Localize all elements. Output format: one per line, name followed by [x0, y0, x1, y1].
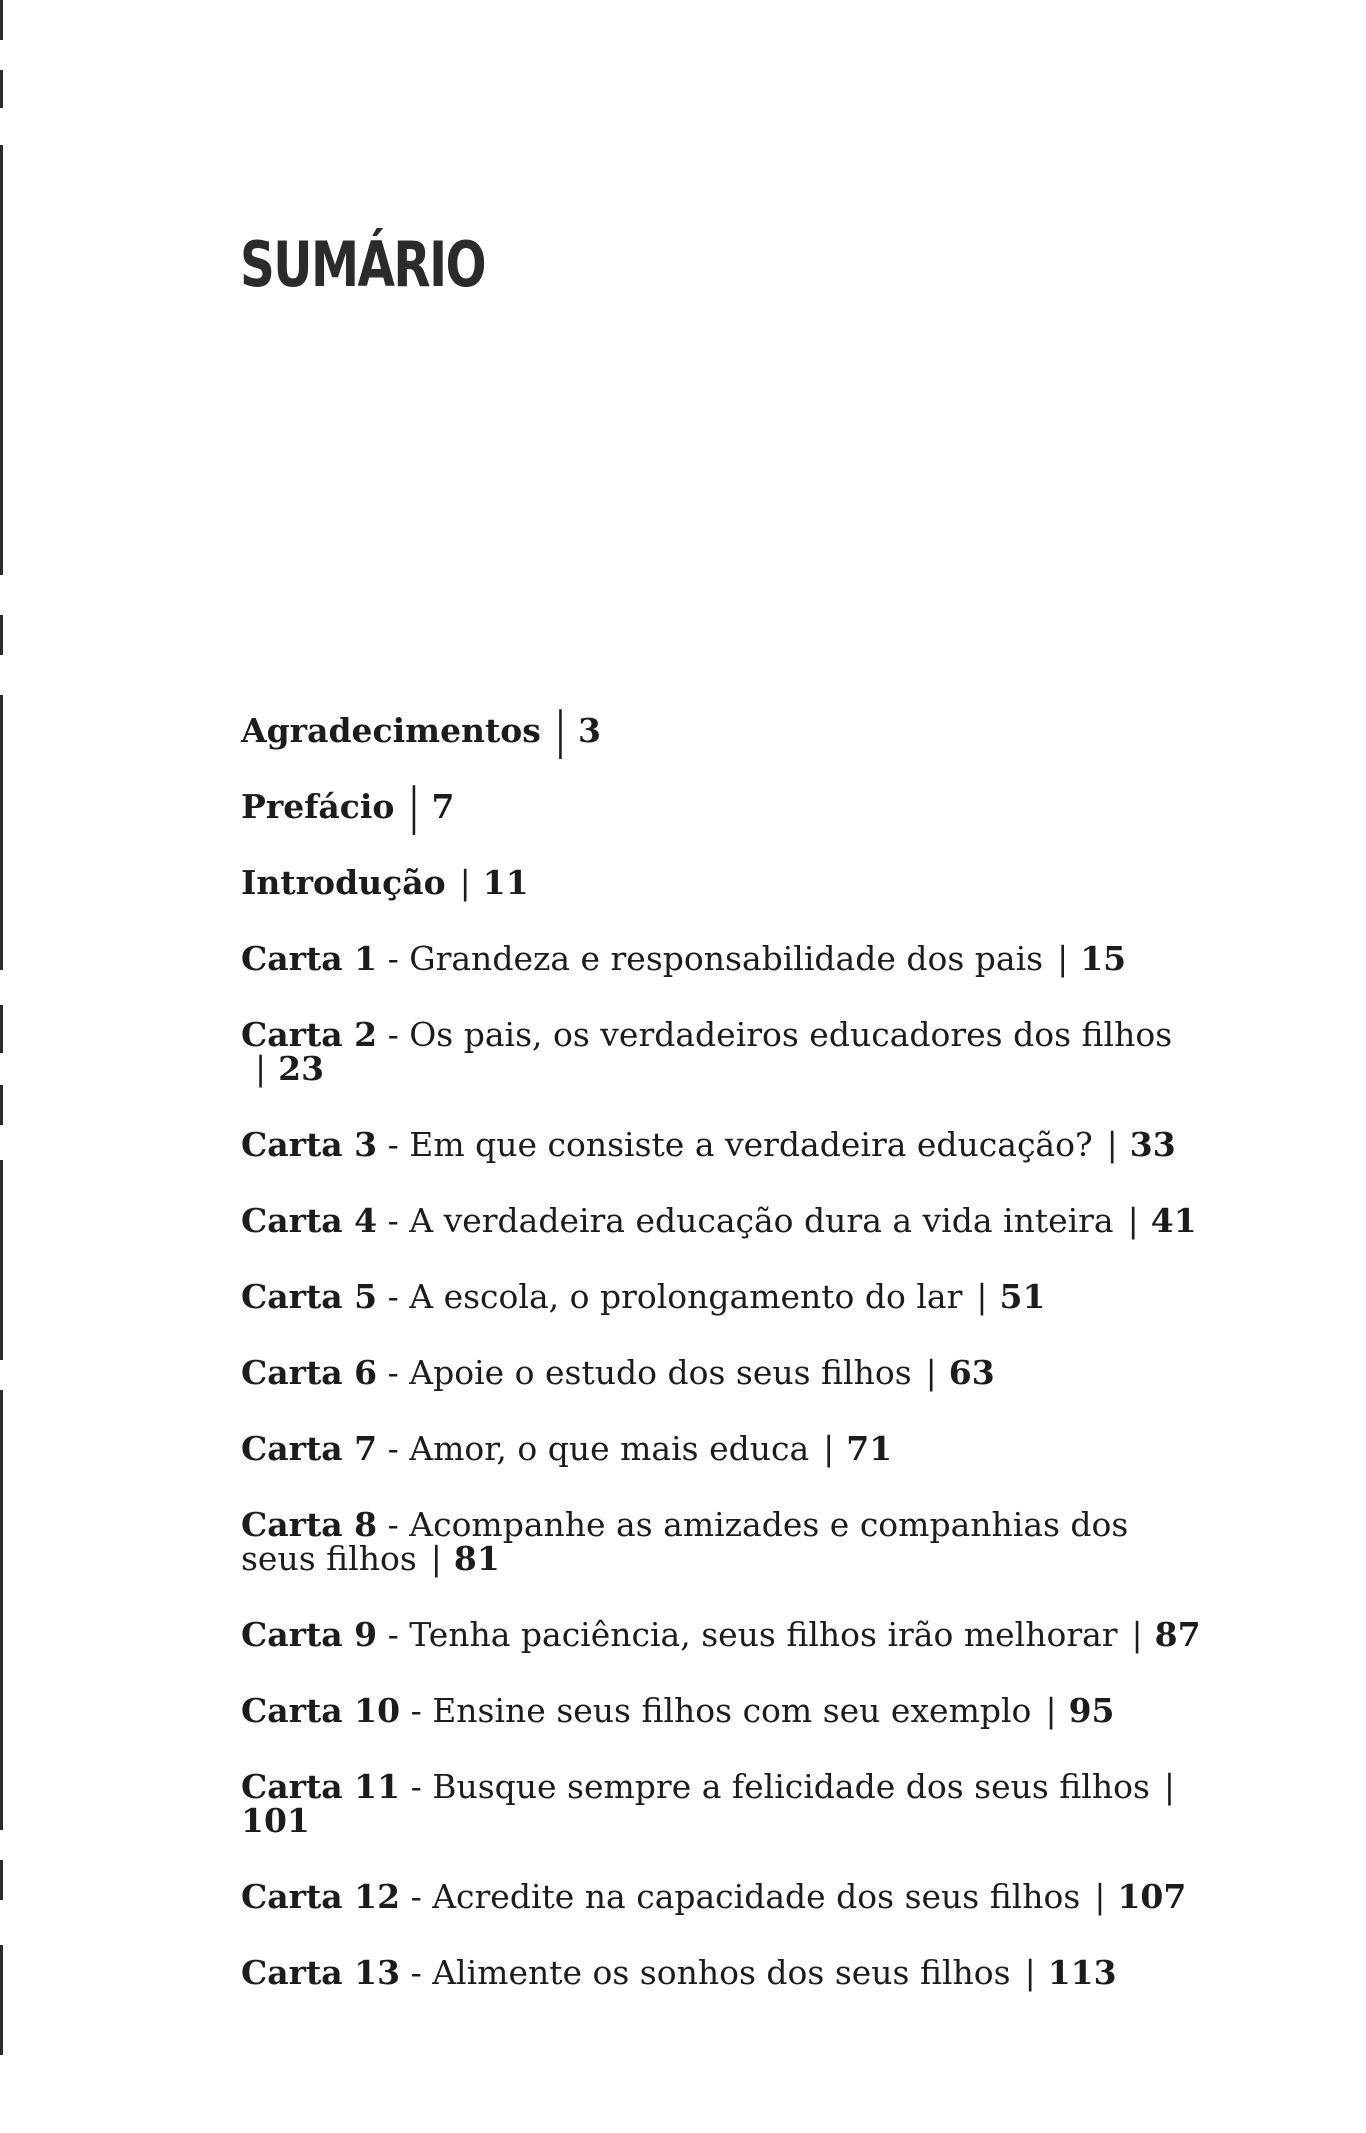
table-of-contents [241, 701, 1201, 2032]
toc-separator: | [823, 1429, 835, 1468]
toc-entry-description: Apoie o estudo dos seus filhos [409, 1353, 912, 1392]
toc-entry [241, 863, 1201, 902]
toc-separator: | [255, 1049, 267, 1088]
toc-entry [241, 1277, 1201, 1316]
toc-separator: | [408, 777, 420, 836]
edge-mark [0, 695, 3, 970]
edge-mark [0, 1005, 3, 1053]
toc-entry-label: Carta 2 [241, 1015, 378, 1054]
toc-entry [241, 1691, 1201, 1730]
toc-entry [241, 1015, 1201, 1088]
toc-page-number: 95 [1068, 1691, 1115, 1730]
toc-dash: - [400, 1877, 433, 1916]
toc-dash: - [377, 1015, 410, 1054]
edge-mark [0, 1160, 3, 1360]
toc-dash: - [377, 1201, 410, 1240]
edge-mark [0, 70, 3, 108]
toc-entry-label: Carta 13 [241, 1953, 401, 1992]
toc-separator: | [1127, 1201, 1139, 1240]
toc-entry [241, 1125, 1201, 1164]
binding-edge-marks [0, 0, 6, 2133]
toc-page-number: 51 [999, 1277, 1046, 1316]
edge-mark [0, 145, 3, 575]
toc-page-number: 15 [1080, 939, 1127, 978]
edge-mark [0, 1860, 3, 1900]
toc-entry-label: Prefácio [241, 787, 395, 826]
toc-entry [241, 939, 1201, 978]
toc-entry-description: Busque sempre a felicidade dos seus filhos [432, 1767, 1150, 1806]
toc-entry [241, 1429, 1201, 1468]
toc-entry-label: Carta 8 [241, 1505, 378, 1544]
toc-separator: | [554, 701, 567, 760]
toc-separator: | [430, 1539, 442, 1578]
toc-entry [241, 777, 1201, 836]
toc-dash: - [377, 1505, 410, 1544]
toc-dash: - [377, 1277, 410, 1316]
toc-page-number: 11 [482, 863, 529, 902]
toc-entry-label: Introdução [241, 863, 446, 902]
toc-dash: - [377, 1615, 410, 1654]
toc-page-number: 41 [1150, 1201, 1197, 1240]
toc-entry-label: Carta 7 [241, 1429, 378, 1468]
toc-page-number: 81 [453, 1539, 500, 1578]
toc-separator: | [1094, 1877, 1106, 1916]
toc-entry-description: Alimente os sonhos dos seus filhos [432, 1953, 1011, 1992]
toc-entry-description: Ensine seus filhos com seu exemplo [432, 1691, 1032, 1730]
toc-page-number: 113 [1047, 1953, 1117, 1992]
toc-entry-label: Carta 6 [241, 1353, 378, 1392]
toc-page-number: 3 [578, 711, 601, 750]
edge-mark [0, 1085, 3, 1125]
toc-separator: | [1163, 1767, 1176, 1806]
page-title: SUMÁRIO [240, 228, 486, 301]
toc-dash: - [377, 1125, 410, 1164]
toc-entry-label: Carta 5 [241, 1277, 378, 1316]
toc-entry [241, 701, 1201, 760]
toc-entry-label: Carta 9 [241, 1615, 378, 1654]
toc-separator: | [459, 863, 471, 902]
toc-separator: | [1024, 1953, 1036, 1992]
toc-entry-description: A verdadeira educação dura a vida inteira [409, 1201, 1114, 1240]
toc-page-number: 107 [1117, 1877, 1187, 1916]
edge-mark [0, 0, 3, 40]
toc-entry [241, 1615, 1201, 1654]
toc-separator: | [1045, 1691, 1057, 1730]
toc-entry [241, 1877, 1201, 1916]
toc-page-number: 101 [241, 1801, 310, 1840]
edge-mark [0, 1390, 3, 1830]
toc-entry-label: Carta 12 [241, 1877, 401, 1916]
toc-separator: | [1131, 1615, 1143, 1654]
toc-dash: - [400, 1691, 433, 1730]
toc-page-number: 7 [431, 787, 455, 826]
toc-entry-label: Agradecimentos [241, 711, 541, 750]
toc-dash: - [377, 1353, 410, 1392]
toc-entry-label: Carta 1 [241, 939, 378, 978]
toc-entry-description: A escola, o prolongamento do lar [409, 1277, 963, 1316]
toc-entry [241, 1201, 1201, 1240]
toc-page-number: 63 [948, 1353, 995, 1392]
toc-entry-label: Carta 10 [241, 1691, 401, 1730]
toc-entry-description: Os pais, os verdadeiros educadores dos filhos [409, 1015, 1173, 1054]
toc-entry-description: Acompanhe as amizades e companhias dos seus filhos [241, 1505, 1129, 1578]
toc-separator: | [1106, 1125, 1118, 1164]
toc-entry [241, 1505, 1161, 1578]
toc-entry-description: Amor, o que mais educa [409, 1429, 810, 1468]
toc-entry-description: Grandeza e responsabilidade dos pais [409, 939, 1044, 978]
toc-separator: | [925, 1353, 937, 1392]
toc-entry [241, 1353, 1201, 1392]
toc-entry-description: Em que consiste a verdadeira educação? [409, 1125, 1093, 1164]
toc-dash: - [400, 1953, 433, 1992]
toc-page-number: 23 [278, 1049, 325, 1088]
toc-entry-label: Carta 11 [241, 1767, 401, 1806]
edge-mark [0, 1945, 3, 2055]
toc-separator: | [1057, 939, 1069, 978]
toc-entry [241, 1767, 1201, 1840]
toc-dash: - [377, 1429, 410, 1468]
toc-page-number: 87 [1154, 1615, 1201, 1654]
toc-entry-label: Carta 3 [241, 1125, 378, 1164]
toc-entry-label: Carta 4 [241, 1201, 378, 1240]
toc-dash: - [400, 1767, 433, 1806]
toc-entry-description: Tenha paciência, seus filhos irão melhorar [409, 1615, 1118, 1654]
toc-page-number: 71 [846, 1429, 893, 1468]
toc-entry [241, 1953, 1201, 1992]
toc-entry-description: Acredite na capacidade dos seus filhos [432, 1877, 1081, 1916]
toc-separator: | [976, 1277, 988, 1316]
edge-mark [0, 615, 3, 655]
toc-page-number: 33 [1129, 1125, 1176, 1164]
toc-dash: - [377, 939, 410, 978]
